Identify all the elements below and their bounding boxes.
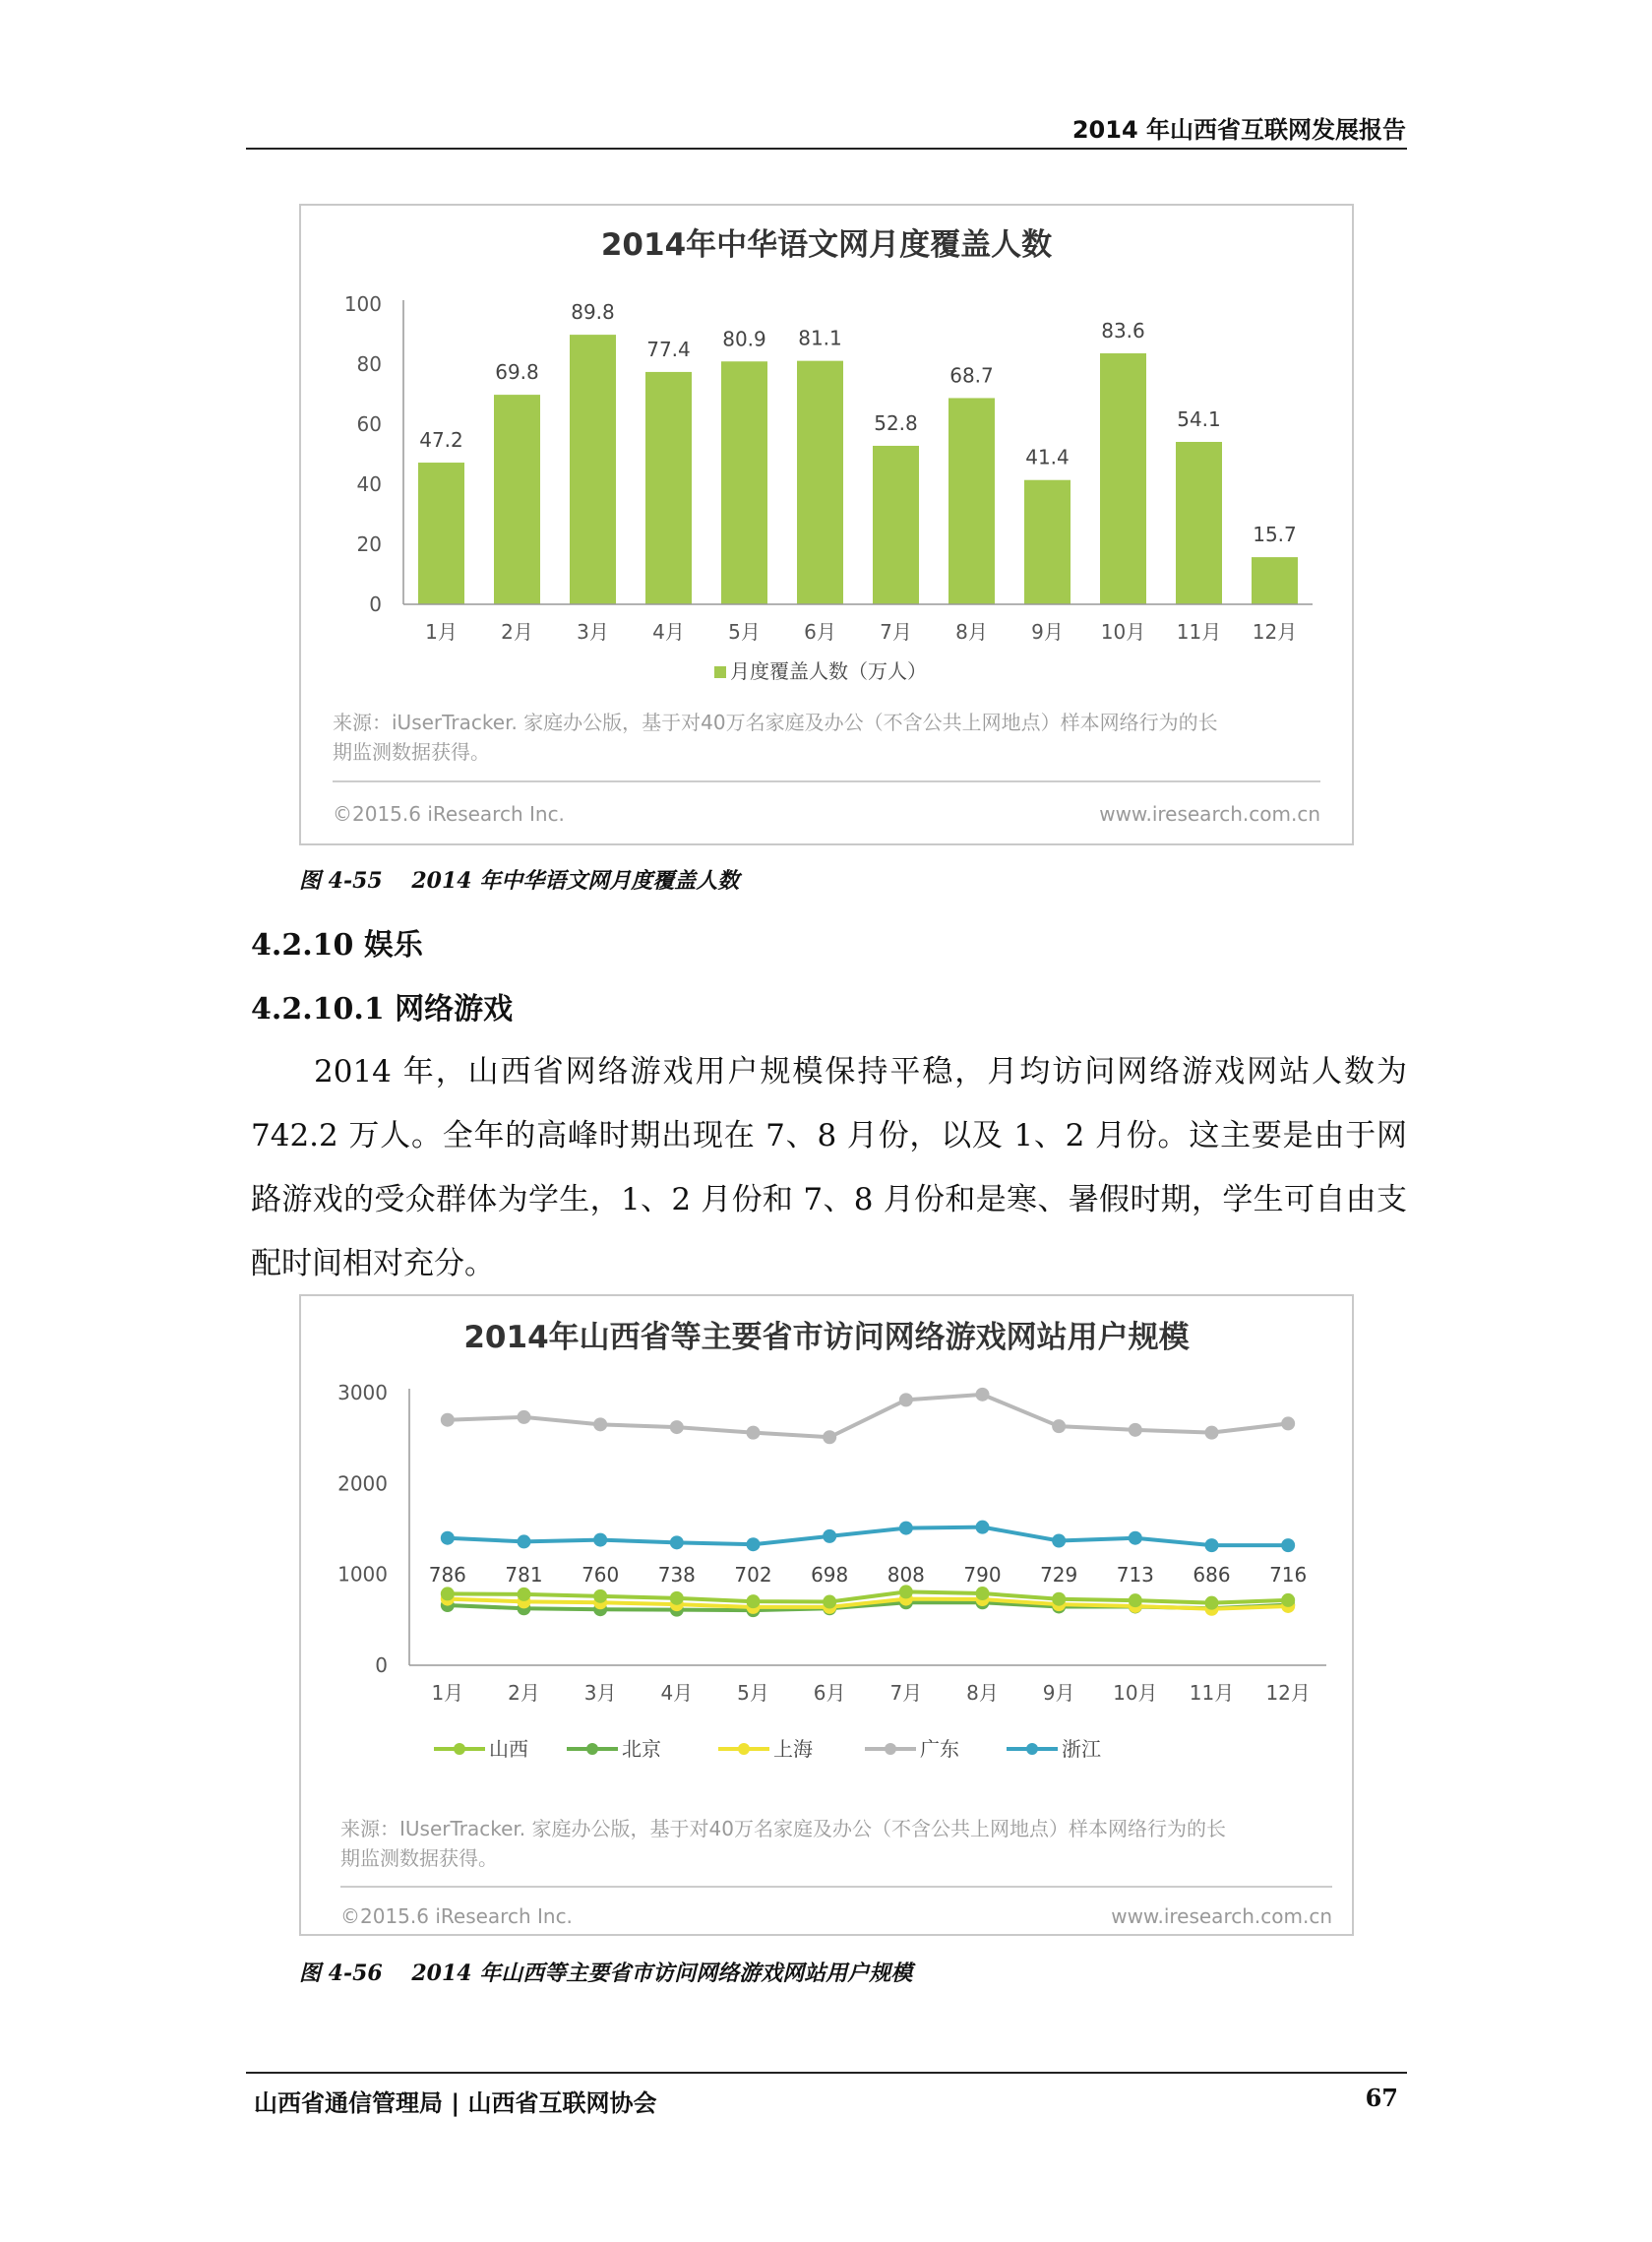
data-point [747, 1426, 761, 1440]
bar-value-label: 69.8 [495, 360, 539, 385]
bar [1252, 557, 1298, 604]
legend-marker [885, 1743, 896, 1755]
line-chart-svg [301, 1296, 1352, 1934]
series-line [448, 1527, 1288, 1545]
y-tick-label: 100 [343, 292, 382, 316]
chart-title: 2014年山西省等主要省市访问网络游戏网站用户规模 [463, 1320, 1190, 1355]
legend-marker [586, 1743, 598, 1755]
bar-value-label: 41.4 [1025, 445, 1070, 469]
x-tick-label: 7月 [880, 620, 912, 644]
bar-value-label: 47.2 [419, 428, 463, 453]
source-note-line2: 期监测数据获得。 [340, 1846, 498, 1870]
bar-value-label: 83.6 [1101, 319, 1145, 343]
y-tick-label: 80 [356, 352, 382, 376]
data-label: 760 [581, 1563, 620, 1587]
data-point [899, 1522, 913, 1535]
legend-item-山西 [434, 1737, 528, 1761]
data-point [823, 1595, 836, 1609]
data-point [747, 1537, 761, 1551]
y-tick-label: 40 [356, 472, 382, 496]
data-point [593, 1533, 607, 1547]
bar-value-label: 15.7 [1253, 523, 1297, 547]
copyright: ©2015.6 iResearch Inc. [340, 1904, 573, 1928]
data-point [593, 1417, 607, 1431]
data-point [1281, 1538, 1295, 1552]
data-point [747, 1594, 761, 1608]
data-point [1281, 1593, 1295, 1607]
data-point [518, 1534, 531, 1548]
data-point [670, 1535, 684, 1549]
data-label: 790 [963, 1563, 1002, 1587]
legend-label: 北京 [622, 1737, 661, 1761]
data-point [976, 1587, 990, 1600]
x-tick-label: 8月 [955, 620, 988, 644]
bar [1024, 480, 1071, 604]
x-tick-label: 9月 [1031, 620, 1064, 644]
x-tick-label: 11月 [1176, 620, 1222, 644]
data-label: 738 [657, 1563, 696, 1587]
bar [494, 395, 540, 604]
data-point [670, 1420, 684, 1434]
bar [721, 361, 767, 604]
y-tick-label: 20 [356, 532, 382, 556]
data-point [518, 1410, 531, 1424]
bar [418, 463, 464, 604]
legend-swatch [714, 666, 726, 678]
bar [570, 335, 616, 604]
data-point [899, 1393, 913, 1406]
x-tick-label: 2月 [501, 620, 533, 644]
bar-value-label: 54.1 [1177, 406, 1221, 431]
x-tick-label: 12月 [1265, 1681, 1311, 1705]
data-point [1052, 1419, 1066, 1433]
legend-item-北京 [567, 1737, 661, 1761]
x-tick-label: 1月 [425, 620, 458, 644]
y-tick-label: 3000 [337, 1381, 388, 1404]
bar-value-label: 68.7 [949, 363, 994, 388]
bar-value-label: 52.8 [874, 410, 918, 435]
x-tick-label: 1月 [431, 1681, 464, 1705]
bar-value-label: 81.1 [798, 326, 842, 350]
data-point [670, 1591, 684, 1605]
series-line [448, 1395, 1288, 1437]
data-point [441, 1531, 455, 1545]
x-tick-label: 4月 [652, 620, 685, 644]
series-广东 [441, 1388, 1295, 1444]
x-tick-label: 3月 [583, 1681, 617, 1705]
data-point [1205, 1538, 1219, 1552]
x-tick-label: 8月 [966, 1681, 999, 1705]
bar-chart-svg [301, 206, 1352, 843]
data-label: 698 [811, 1563, 849, 1587]
data-point [1281, 1416, 1295, 1430]
legend-item-上海 [718, 1737, 813, 1761]
data-point [1052, 1592, 1066, 1606]
figure-caption-4-56: 图 4-56 2014 年山西等主要省市访问网络游戏网站用户规模 [299, 1961, 913, 1986]
x-tick-label: 6月 [804, 620, 836, 644]
page-number: 67 [1365, 2084, 1398, 2112]
bar-value-label: 89.8 [571, 300, 615, 325]
copyright: ©2015.6 iResearch Inc. [333, 802, 565, 826]
source-note-line2: 期监测数据获得。 [333, 740, 490, 764]
x-tick-label: 2月 [508, 1681, 540, 1705]
legend-item-广东 [865, 1737, 959, 1761]
legend-label: 浙江 [1062, 1737, 1101, 1761]
x-tick-label: 9月 [1042, 1681, 1075, 1705]
data-point [823, 1529, 836, 1543]
legend-label: 月度覆盖人数（万人） [730, 659, 927, 683]
chart-title: 2014年中华语文网月度覆盖人数 [600, 227, 1053, 263]
y-tick-label: 0 [375, 1653, 388, 1677]
figure-caption-4-55: 图 4-55 2014 年中华语文网月度覆盖人数 [299, 868, 740, 894]
legend-label: 上海 [773, 1737, 813, 1761]
x-tick-label: 11月 [1189, 1681, 1235, 1705]
data-point [976, 1388, 990, 1401]
x-tick-label: 10月 [1113, 1681, 1158, 1705]
bar [1176, 442, 1222, 604]
bar [645, 372, 692, 604]
legend-marker [738, 1743, 750, 1755]
x-tick-label: 4月 [660, 1681, 694, 1705]
bar [948, 398, 995, 604]
body-paragraph: 2014 年，山西省网络游戏用户规模保持平稳，月均访问网络游戏网站人数为 742.2 万人。全年的高峰时期出现在 7、8 月份，以及 1、2 月份。这主要是由于网路游戏的受众群体为学生，1、2 月份和 7、8 月份和是寒、暑假时期，学生可自由支配时间相对充分。 [251, 1054, 1407, 1281]
data-label: 686 [1193, 1563, 1231, 1587]
series-浙江 [441, 1521, 1295, 1552]
bar-chart-monthly-coverage [299, 204, 1354, 845]
data-point [441, 1587, 455, 1600]
data-point [1205, 1426, 1219, 1440]
data-point [899, 1585, 913, 1598]
data-point [1205, 1596, 1219, 1610]
website: www.iresearch.com.cn [1099, 802, 1320, 826]
data-point [823, 1430, 836, 1444]
data-point [1129, 1593, 1142, 1607]
data-label: 716 [1269, 1563, 1308, 1587]
bar [873, 446, 919, 604]
legend-label: 广东 [920, 1737, 959, 1761]
section-heading-online-games: 4.2.10.1 网络游戏 [251, 992, 514, 1027]
legend-marker [1026, 1743, 1038, 1755]
footer-rule [246, 2072, 1407, 2074]
line-chart-game-users [299, 1294, 1354, 1936]
website: www.iresearch.com.cn [1111, 1904, 1332, 1928]
bar [797, 361, 843, 604]
x-tick-label: 12月 [1252, 620, 1298, 644]
data-label: 713 [1116, 1563, 1154, 1587]
legend-marker [454, 1743, 465, 1755]
x-tick-label: 3月 [577, 620, 609, 644]
x-tick-label: 5月 [737, 1681, 769, 1705]
legend-label: 山西 [489, 1737, 528, 1761]
data-label: 781 [505, 1563, 543, 1587]
source-note-line1: 来源：iUserTracker. 家庭办公版，基于对40万名家庭及办公（不含公共上网地点）样本网络行为的长 [333, 711, 1218, 734]
y-tick-label: 60 [356, 412, 382, 436]
y-tick-label: 2000 [337, 1471, 388, 1496]
bar-value-label: 80.9 [722, 327, 766, 351]
x-tick-label: 7月 [889, 1681, 923, 1705]
header-rule [246, 148, 1407, 150]
x-tick-label: 5月 [728, 620, 761, 644]
data-point [1129, 1423, 1142, 1437]
data-point [1052, 1534, 1066, 1548]
data-label: 702 [734, 1563, 772, 1587]
data-point [976, 1521, 990, 1534]
x-tick-label: 10月 [1100, 620, 1146, 644]
bar-value-label: 77.4 [646, 337, 691, 361]
y-tick-label: 1000 [337, 1562, 388, 1587]
y-tick-label: 0 [369, 592, 382, 616]
bar [1100, 353, 1146, 604]
data-point [593, 1589, 607, 1603]
data-point [441, 1413, 455, 1427]
data-point [1129, 1531, 1142, 1545]
section-heading-entertainment: 4.2.10 娱乐 [251, 928, 423, 963]
footer-organization: 山西省通信管理局 | 山西省互联网协会 [254, 2089, 657, 2117]
data-point [518, 1588, 531, 1601]
data-label: 808 [887, 1563, 925, 1587]
legend-item-浙江 [1007, 1737, 1101, 1761]
x-tick-label: 6月 [813, 1681, 846, 1705]
data-label: 786 [428, 1563, 466, 1587]
source-note-line1: 来源：IUserTracker. 家庭办公版，基于对40万名家庭及办公（不含公共上网地点）样本网络行为的长 [340, 1817, 1226, 1840]
data-label: 729 [1040, 1563, 1078, 1587]
running-header: 2014 年山西省互联网发展报告 [1071, 116, 1406, 144]
